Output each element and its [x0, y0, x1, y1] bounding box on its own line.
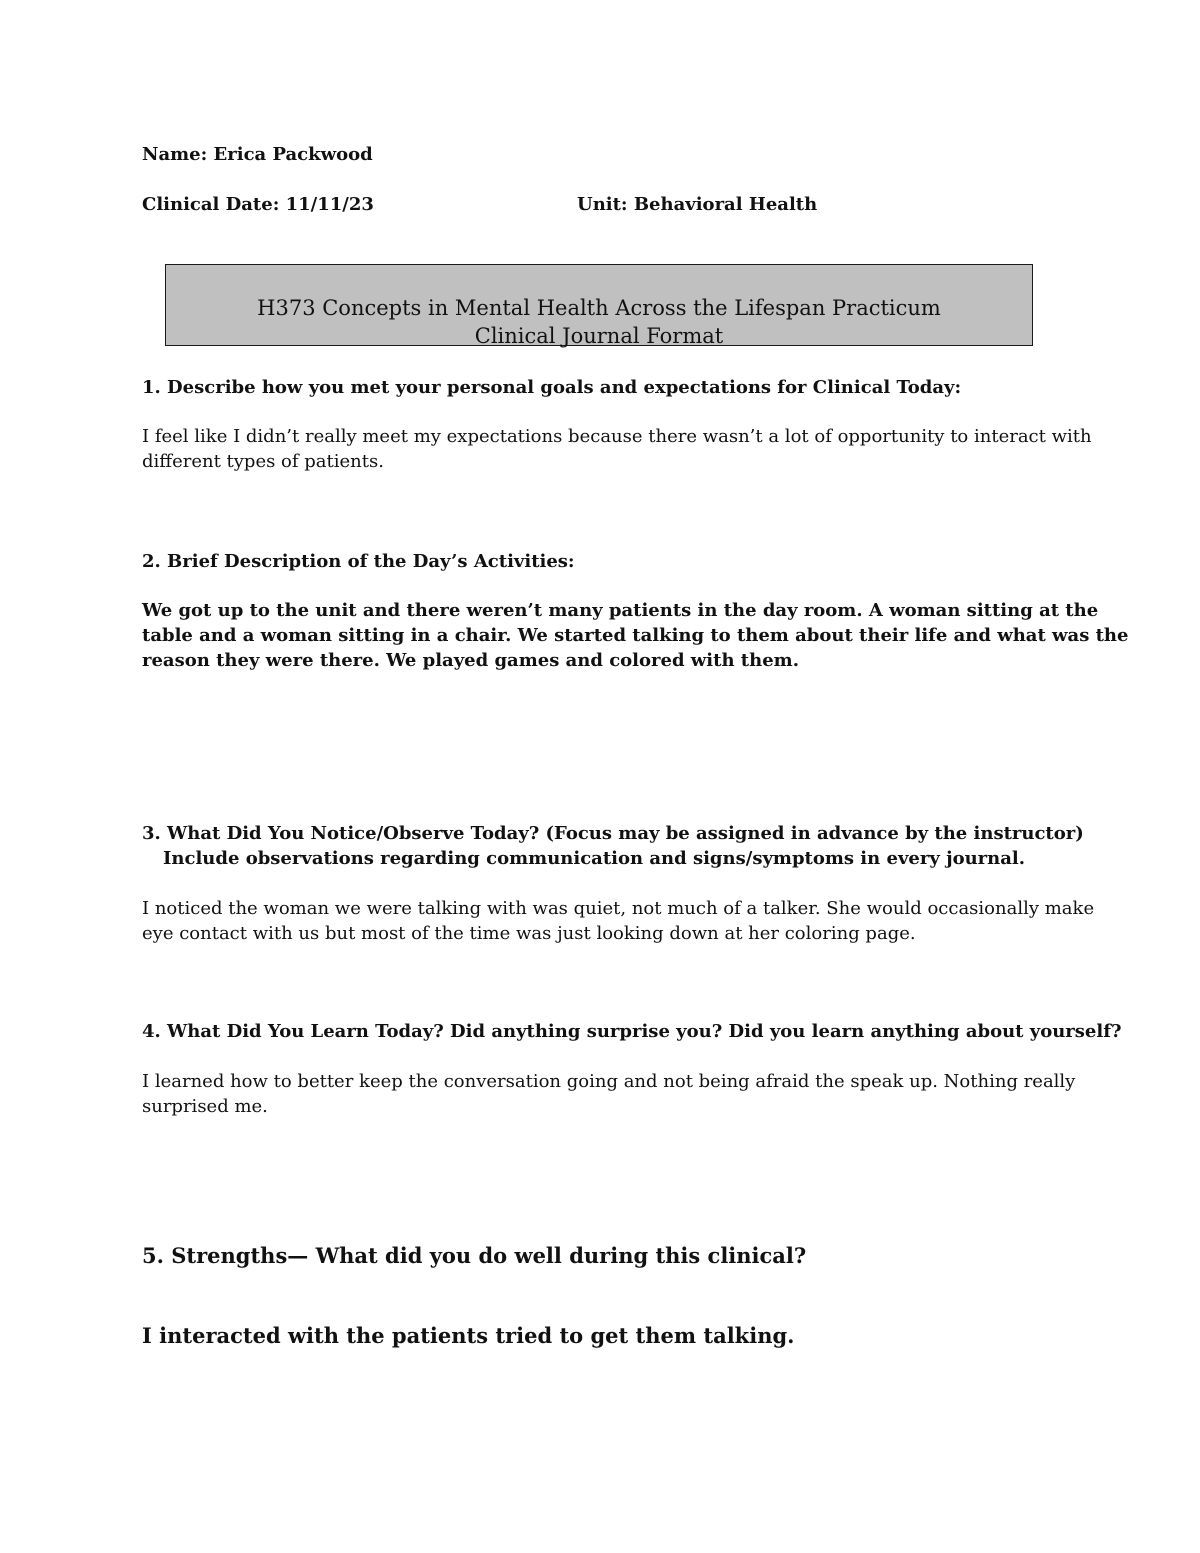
answer-1-line-1: I feel like I didn’t really meet my expectations because there wasn’t a lot of opportunity to interact with: [142, 426, 1092, 447]
answer-4-line-1: I learned how to better keep the conversation going and not being afraid the speak up. Nothing really: [142, 1071, 1076, 1092]
journal-format-title: Clinical Journal Format: [474, 324, 724, 348]
question-4: 4. What Did You Learn Today? Did anything surprise you? Did you learn anything about yourself?: [142, 1021, 1122, 1042]
answer-2-line-3: reason they were there. We played games and colored with them.: [142, 650, 799, 671]
question-2: 2. Brief Description of the Day’s Activities:: [142, 551, 575, 572]
answer-3-line-2: eye contact with us but most of the time was just looking down at her coloring page.: [142, 923, 916, 944]
question-1: 1. Describe how you met your personal goals and expectations for Clinical Today:: [142, 377, 962, 398]
unit-field: Unit: Behavioral Health: [577, 194, 818, 215]
answer-2-line-1: We got up to the unit and there weren’t many patients in the day room. A woman sitting at the: [142, 600, 1099, 621]
answer-1-line-2: different types of patients.: [142, 451, 384, 472]
question-3-line-1: 3. What Did You Notice/Observe Today? (Focus may be assigned in advance by the instructor): [142, 823, 1084, 844]
name-field: Name: Erica Packwood: [142, 144, 373, 165]
course-title: H373 Concepts in Mental Health Across the Lifespan Practicum: [257, 296, 941, 320]
question-5: 5. Strengths— What did you do well during this clinical?: [142, 1243, 807, 1268]
answer-4-line-2: surprised me.: [142, 1096, 268, 1117]
clinical-date-field: Clinical Date: 11/11/23: [142, 194, 374, 215]
answer-5: I interacted with the patients tried to get them talking.: [142, 1323, 795, 1348]
question-3-line-2: Include observations regarding communication and signs/symptoms in every journal.: [163, 848, 1026, 869]
answer-2-line-2: table and a woman sitting in a chair. We started talking to them about their life and what was the: [142, 625, 1129, 646]
answer-3-line-1: I noticed the woman we were talking with was quiet, not much of a talker. She would occasionally make: [142, 898, 1095, 919]
title-box: [165, 264, 1033, 346]
